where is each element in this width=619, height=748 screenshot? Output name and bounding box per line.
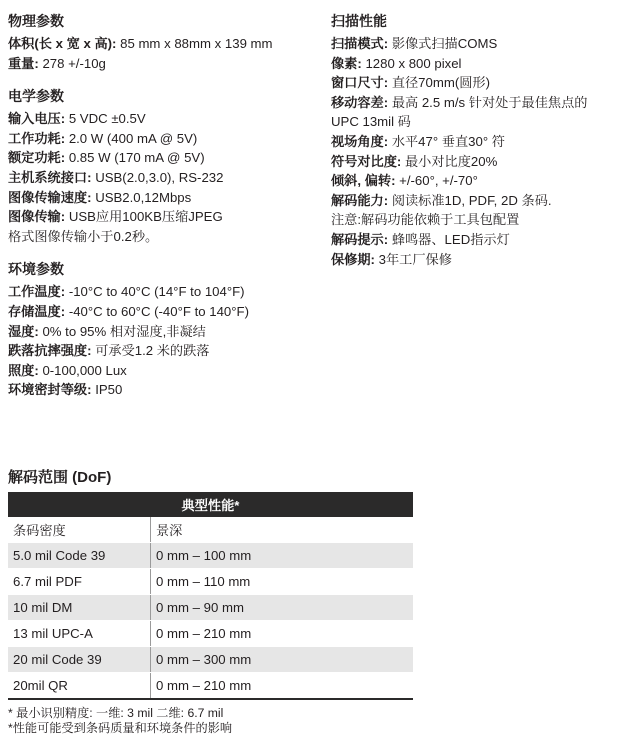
table-cell: 0 mm – 100 mm	[151, 543, 414, 569]
table-row	[8, 621, 413, 647]
table-row	[8, 569, 413, 595]
table-row	[8, 543, 413, 569]
scanning-title: 扫描性能	[331, 13, 387, 29]
spec-line: 解码提示: 蜂鸣器、LED指示灯	[331, 231, 510, 247]
table-cell: 20 mil Code 39	[8, 647, 151, 673]
dof-title: 解码范围 (DoF)	[8, 469, 112, 486]
spec-line: 环境密封等级: IP50	[8, 382, 123, 398]
table-cell: 0 mm – 90 mm	[151, 595, 414, 621]
spec-line: 工作功耗: 2.0 W (400 mA @ 5V)	[8, 130, 198, 146]
spec-line: 照度: 0-100,000 Lux	[8, 362, 127, 378]
dof-table-header: 典型性能*	[8, 492, 413, 517]
spec-line: 倾斜, 偏转: +/-60°, +/-70°	[331, 173, 478, 189]
spec-line: 移动容差: 最高 2.5 m/s 针对处于最佳焦点的 UPC 13mil 码	[331, 94, 588, 130]
spec-line: 湿度: 0% to 95% 相对湿度,非凝结	[8, 323, 206, 339]
spec-line: 图像传输速度: USB2.0,12Mbps	[8, 189, 192, 205]
right-column	[331, 12, 617, 269]
spec-line: 窗口尺寸: 直径70mm(圆形)	[331, 75, 490, 91]
table-cell: 10 mil DM	[8, 595, 151, 621]
dof-section	[8, 468, 413, 736]
spec-line: 扫描模式: 影像式扫描COMS	[331, 36, 498, 51]
dof-table	[8, 492, 413, 700]
column-header: 景深	[151, 517, 414, 543]
table-cell: 20mil QR	[8, 673, 151, 700]
column-header: 条码密度	[8, 517, 151, 543]
environment-title: 环境参数	[8, 261, 64, 278]
physical-title: 物理参数	[8, 13, 64, 29]
table-row	[8, 595, 413, 621]
spec-line: 工作温度: -10°C to 40°C (14°F to 104°F)	[8, 284, 245, 300]
electrical-title: 电学参数	[8, 88, 64, 105]
table-cell: 5.0 mil Code 39	[8, 543, 151, 569]
table-row	[8, 673, 413, 700]
table-cell: 6.7 mil PDF	[8, 569, 151, 595]
dof-notes	[8, 706, 413, 736]
footnote: * 最小识别精度: 一维: 3 mil 二维: 6.7 mil	[8, 706, 224, 720]
spec-line: 重量: 278 +/-10g	[8, 55, 106, 71]
environment-section	[8, 260, 318, 400]
spec-line: 像素: 1280 x 800 pixel	[331, 55, 462, 71]
table-cell: 0 mm – 210 mm	[151, 621, 414, 647]
table-cell: 13 mil UPC-A	[8, 621, 151, 647]
spec-line: 图像传输: USB应用100KB压缩JPEG	[8, 209, 223, 225]
spec-line: 额定功耗: 0.85 W (170 mA @ 5V)	[8, 150, 205, 166]
scanning-section	[331, 12, 617, 269]
spec-line: 主机系统接口: USB(2.0,3.0), RS-232	[8, 169, 224, 185]
electrical-section	[8, 87, 318, 246]
spec-line: 输入电压: 5 VDC ±0.5V	[8, 111, 146, 127]
table-cell: 0 mm – 210 mm	[151, 673, 414, 700]
spec-line: 视场角度: 水平47° 垂直30° 符	[331, 133, 505, 149]
spec-line: 注意:解码功能依赖于工具包配置	[331, 212, 520, 228]
spec-line: 解码能力: 阅读标准1D, PDF, 2D 条码.	[331, 192, 552, 208]
table-row	[8, 647, 413, 673]
table-row	[8, 517, 413, 543]
spec-line: 跌落抗摔强度: 可承受1.2 米的跌落	[8, 343, 210, 359]
spec-line: 保修期: 3年工厂保修	[331, 251, 452, 267]
physical-section	[8, 12, 318, 73]
spec-line: 体积(长 x 宽 x 高): 85 mm x 88mm x 139 mm	[8, 36, 273, 51]
table-cell: 0 mm – 110 mm	[151, 569, 414, 595]
left-column	[8, 12, 318, 400]
spec-line: 存储温度: -40°C to 60°C (-40°F to 140°F)	[8, 303, 249, 319]
table-cell: 0 mm – 300 mm	[151, 647, 414, 673]
spec-line: 符号对比度: 最小对比度20%	[331, 153, 498, 169]
spec-line: 格式图像传输小于0.2秒。	[8, 228, 159, 244]
footnote: *性能可能受到条码质量和环境条件的影响	[8, 721, 233, 735]
